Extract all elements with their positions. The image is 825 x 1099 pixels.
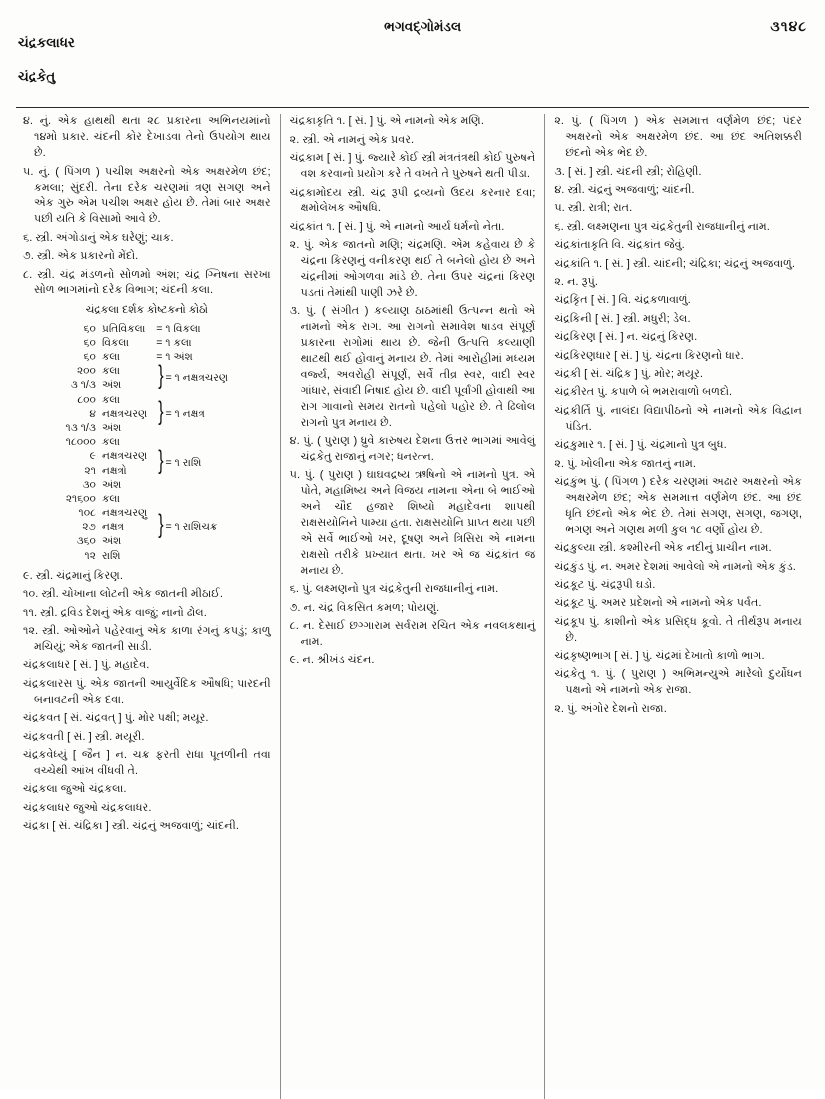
entry: ચંદ્રકુમાર ૧. [ સં. ] પું. ચંદ્રમાનો પુત્ર બુધ.	[554, 439, 727, 452]
entry: ચંદ્રકા [ સં. ચંદ્રિકા ] સ્ત્રી. ચંદ્રનું અજવાળું; ચાંદની.	[23, 820, 239, 833]
entry: ૭. ન. ચંદ્ર વિકસિત કમળ; પોયણું.	[289, 601, 440, 614]
measure-unit-a: કલા	[101, 492, 121, 505]
table-row	[63, 336, 232, 350]
measure-unit-a: કલા	[101, 393, 121, 406]
table-row	[63, 322, 232, 336]
entry: ચંદ્રકવત [ સં. ચંદ્રવત્ ] પું. મોર પક્ષી; મયૂર.	[23, 712, 209, 725]
entry: ૨. પું. ખોલીના એક જાતનું નામ.	[554, 457, 696, 470]
measure-eq-text: = ૧ રાશિચક્ર	[165, 521, 218, 534]
measure-eq-text: = ૧ નક્ષત્ર	[165, 407, 205, 420]
entry: ચંદ્રકૂટ પું. અમર પ્રદેશનો એ નામનો એક પર્વત.	[554, 597, 762, 610]
entry: ૧૦. સ્ત્રી. ચોખાના લોટની એક જાતની મીઠાઈ.	[23, 588, 223, 601]
measure-num-b: ૯	[89, 450, 96, 463]
header-title: ભગવદ્ગોમંડલ	[384, 19, 462, 34]
measure-unit-d: અંશ	[101, 535, 122, 548]
measure-num	[63, 364, 99, 392]
entry: ૨. પું. અંગોર દેશનો રાજા.	[554, 702, 667, 715]
entry: ૮. ન. દેસાઈ છગ્ગારામ સર્વરામ રચિત એક નવલકથાનું નામ.	[289, 620, 536, 648]
entry: ૬. સ્ત્રી. અંગોડાનું એક ઘરેણું; ચાક.	[23, 231, 174, 244]
measure-num: ૬૦	[83, 322, 96, 335]
entry: ૧૧. સ્ત્રી. દ્રવિડ દેશનું એક વાજું; નાનો ઢોલ.	[23, 606, 207, 619]
measure-eq: = ૧ કલા	[156, 336, 192, 349]
measure-unit-b: નક્ષત્રચરણુ	[101, 507, 148, 520]
entry: ચંદ્રકેતુ ૧. પું. ( પુરાણ ) અભિમન્યુએ મારેલો દુર્યોધન પક્ષનો એ નામનો એક રાજા.	[554, 668, 802, 697]
entry: ૨. સ્ત્રી. એ નામનું એક પ્રવર.	[289, 133, 415, 146]
entry: ચંદ્રકલારસ પું. એક જાતની આયુર્વેદિક ઔષધિ; પારદની બનાવટની એક દવા.	[23, 677, 271, 706]
entry: ચંદ્રકામ [ સં. ] પું. જ્યારે કોઈ સ્ત્રી મંત્રતંત્રથી કોઈ પુરુષને વશ કરવાનો પ્રયોગ કરે તે વખતે તે પુરુષને થતી પીડા.	[289, 152, 536, 181]
measure-num	[63, 435, 99, 492]
measure-num-a: ૧૮૦૦૦	[65, 436, 96, 449]
entry: ચંદ્રકૂપ પું. કાશીનો એક પ્રસિદ્ધ કૂવો. તે તીર્થરૂપ મનાય છે.	[554, 615, 802, 644]
measure-unit-e: રાશિ	[101, 549, 121, 562]
entry: ચંદ્રકાંતિ ૧. [ સં. ] સ્ત્રી. ચાંદની; ચંદ્રિકા; ચંદ્રનું અજવાળું.	[554, 257, 795, 270]
measure-unit-b: અંશ	[101, 379, 122, 392]
entry: ૯. સ્ત્રી. ચંદ્રમાનું કિરણ.	[23, 569, 123, 582]
page-number: ૩૧૪૮	[770, 18, 807, 34]
measure-unit: વિકલા	[101, 336, 130, 349]
measure-eq-text: = ૧ નક્ષત્રચરણ	[165, 372, 229, 385]
entry: ૫. સ્ત્રી. રાત્રી; રાત.	[554, 202, 633, 215]
entry: ચંદ્રકવેધ્યું [ જૈન ] ન. ચક્ર ફરતી રાધા પૂતળીની તવા વચ્ચેથી આંખ વીંધવી તે.	[23, 748, 271, 777]
measure-table-title: ચંદ્રકલા દર્શક કોષ્ટકનો કોઠો	[85, 304, 209, 317]
measure-unit-c: નક્ષત્રો	[101, 464, 127, 477]
entry: ૪. સ્ત્રી. ચંદ્રનું અજવાળું; ચાંદની.	[554, 184, 695, 196]
measure-unit-a: કલા	[101, 436, 121, 449]
entry: ચંદ્રકાંતાકૃતિ વિ. ચંદ્રકાંત જેવું.	[554, 239, 685, 252]
entry: ચંદ્રકલાધર જુઓ ચંદ્રકલાધર.	[23, 801, 152, 814]
entry: ૨. પું. ( પિંગળ ) એક સમમાત્ત વર્ણમેળ છંદ; પંદર અક્ષરનો એક અક્ષરમેળ છંદ. આ છંદ અતિશક્કરી છંદનો એક ભેદ છે.	[554, 115, 802, 160]
table-row	[63, 364, 232, 392]
measure-num	[63, 393, 99, 436]
measure-eq	[150, 364, 231, 392]
measure-num-c: ૧૩ ૧/૩	[65, 421, 96, 434]
measure-unit-a: કલા	[101, 365, 121, 378]
measure-eq	[150, 435, 231, 492]
measure-unit-b: નક્ષત્રચરણ	[101, 407, 148, 420]
entry: ૩. [ સં. ] સ્ત્રી. ચંદની સ્ત્રી; રોહિણી.	[554, 165, 702, 178]
measure-num-b: ૩ ૧/૩	[70, 379, 96, 392]
brace-glyph: }	[158, 363, 164, 391]
entry: ૯. ન. શ્રીખંડ ચંદન.	[289, 654, 375, 667]
measure-unit: કલા	[101, 351, 121, 364]
header-guideword-1: ચંદ્રકલાધર	[18, 34, 75, 50]
measure-unit	[99, 492, 150, 563]
brace-glyph: }	[158, 448, 164, 476]
measure-num: ૬૦	[83, 351, 96, 364]
entry: ૨. પું. એક જાતનો મણિ; ચંદ્રમણિ. એમ કહેવાય છે કે ચંદ્રના કિરણનું વનીકરણ થઈ તે બનેલો હોય છે અને ચંદ્રનીમાં ઓગળવા માંડે છે. તેના ઉપર ચંદ્રનાં કિરણ પડતાં તેમાંથી પાણી ઝરે છે.	[289, 239, 536, 299]
entry: ચંદ્રકિની [ સં. ] સ્ત્રી. મધુરી; ડેલ.	[554, 312, 691, 325]
measure-num-a: ૮૦૦	[77, 393, 96, 406]
entry: ૩. પું. ( સંગીત ) કલ્યાણ ઠાઠમાંથી ઉત્પન્ન થતો એ નામનો એક રાગ. આ રાગનો સમાવેશ ષાડવ સંપૂર્ણ પ્રકારના રાગોમાં થાય છે. જેની ઉત્પત્તિ કલ્યાણી થાટથી થઈ હોવાનું મનાય છે. તેમાં આરોહીમાં મધ્યમ વર્જ્ય, અવરોહી સંપૂર્ણ, સર્વે તીવ્ર સ્વર, વાદી સ્વર ગાંધાર, સંવાદી નિષાદ હોય છે. વાદી પૂર્વાંગી હોવાથી આ રાગ ગાવાનો સમય રાતનો પહેલો પહોર છે. તે ઢિલોલ રાગનો પુત્ર મનાય છે.	[289, 305, 536, 429]
entry: ચંદ્રકાંત ૧. [ સં. ] પું. એ નામનો આર્ય ધર્મનો નેતા.	[289, 220, 505, 233]
entry: ચંદ્રકુલ્યા સ્ત્રી. કશ્મીરની એક નદીનું પ્રાચીન નામ.	[554, 542, 772, 555]
entry: ૪. નું. એક હાથથી થતા ૨૮ પ્રકારના અભિનયમાંનો ૧૪મો પ્રકાર. ચંદની કોર દેખાડવા તેનો ઉપયોગ થાય છે.	[23, 115, 271, 160]
table-row	[63, 435, 232, 492]
brace-glyph: }	[158, 398, 164, 426]
measure-num-b: ૪	[89, 407, 96, 420]
measure-unit	[99, 435, 150, 492]
measure-unit: પ્રતિવિકલા	[101, 322, 146, 335]
entry: ચંદ્રકલા જુઓ ચંદ્રકલા.	[23, 783, 127, 796]
measure-num	[63, 492, 99, 563]
table-row	[63, 350, 232, 364]
measure-unit-d: અંશ	[101, 478, 122, 491]
measure-eq: = ૧ અંશ	[156, 351, 193, 364]
measure-unit-c: નક્ષત્ર	[101, 521, 125, 534]
measure-table-grid	[63, 322, 232, 563]
columns-container	[14, 114, 811, 1099]
measure-eq-text: = ૧ રાશિ	[165, 457, 202, 470]
measure-unit-c: અંશ	[101, 421, 122, 434]
measure-unit-b: નક્ષત્રચરણ	[101, 450, 148, 463]
entry: ૬. સ્ત્રી. લક્ષ્મણના પુત્ર ચંદ્રકેતુની રાજધાનીનું નામ.	[554, 220, 770, 233]
measure-num-a: ૨૧૬૦૦	[65, 492, 96, 505]
measure-num-c: ૨૭	[82, 521, 96, 534]
column-left	[14, 114, 280, 1099]
entry: ૬. પું. લક્ષ્મણનો પુત્ર ચંદ્રકેતુની રાજધાનીનું નામ.	[289, 583, 499, 596]
brace-glyph: }	[158, 512, 164, 540]
entry: ૧૨. સ્ત્રી. ઓઓને પહેરવાનું એક કાળા રંગનું કપડું; કાળુ મચિયું; એક જાતની સાડી.	[23, 625, 271, 653]
entry: ચંદ્રકામોદય સ્ત્રી. ચંદ્ર રૂપી દ્રવ્યનો ઉદય કરનાર દવા; ક્ષમોલેખક ઔષધિ.	[289, 186, 536, 215]
entry: ૫. નું. ( પિંગળ ) પચીશ અક્ષરનો એક અક્ષરમેળ છંદ; કમલા; સુંદરી. તેના દરેક ચરણમાં ત્રણ સગણ અને એક ગુરુ એમ પચીશ અક્ષર હોય છે. તેમાં બાર અક્ષર પછી યતિ કે વિસામો આવે છે.	[23, 165, 271, 226]
entry: ચંદ્રકવતી [ સં. ] સ્ત્રી. મયૂરી.	[23, 730, 145, 743]
measure-num: ૬૦	[83, 336, 96, 349]
entry: ૭. સ્ત્રી. એક પ્રકારનો મેંદો.	[23, 250, 139, 263]
entry: ચંદ્રકૂટ પું. ચંદ્રરૂપી ઘડો.	[554, 578, 656, 591]
entry: ચંદ્રકૃિત [ સં. ] વિ. ચંદ્રકળાવાળું.	[554, 294, 691, 307]
entry: ચંદ્રકિરણ [ સં. ] ન. ચંદ્રનું કિરણ.	[554, 331, 698, 344]
entry: ચંદ્રકાકૃતિ ૧. [ સં. ] પું. એ નામનો એક મણિ.	[289, 115, 484, 128]
entry: ૨. ન. રૂપું.	[554, 276, 598, 289]
entry: ૪. પું. ( પુરાણ ) ધ્રુવે કારુષય દેશના ઉત્તર ભાગમાં આવેલું ચંદ્રકેતુ રાજાનું નગર; ધનરત્ન.	[289, 435, 536, 463]
page-header	[14, 18, 811, 104]
measure-eq	[150, 492, 231, 563]
measure-num-b: ૧૦૮	[78, 507, 96, 520]
measure-eq	[150, 393, 231, 436]
measure-num-e: ૧૨	[84, 549, 96, 562]
entry: ૮. સ્ત્રી. ચંદ્ર મંડળનો સોળમો અંશ; ચંદ્ર ગ્નિષના સરખા સોળ ભાગમાંનો દરેક વિભાગ; ચંદની કલા.	[23, 268, 271, 297]
entry: ચંદ્રકુંભ પું. ( પિંગળ ) દરેક ચરણમાં અઢાર અક્ષરનો એક અક્ષરમેળ છંદ; એક સમમાત્ત વર્ણમેળ છંદ. આ છંદ ધૃતિ છંદનો એક ભેદ છે. તેમાં સગણ, સગણ, જગણ, ભગણ અને ગણથ મળી કુલ ૧૮ વર્ણો હોય છે.	[554, 476, 802, 536]
header-divider	[16, 107, 809, 108]
measure-num-d: ૩૬૦	[76, 535, 96, 548]
header-left-guideword	[18, 18, 75, 102]
table-row	[63, 393, 232, 436]
column-right	[545, 114, 811, 1099]
measure-unit	[99, 393, 150, 436]
entry: ચંદ્રકૃષ્ણભાગ [ સં. ] પું. ચંદ્રમાં દેખાતો કાળો ભાગ.	[554, 650, 765, 663]
measure-eq: = ૧ વિકલા	[156, 322, 201, 335]
column-middle	[280, 114, 546, 1099]
entry: ૫. પું. ( પુરાણ ) ઘાઘવદ્રષ્ય ઋષિનો એ નામનો પુત્ર. એ પોતે, મહામિષ્ય અને વિજય નામના એના બે ભાઈઓ અને ચૌદ હજાર શિષ્યો મહાદેવના શાપથી રાક્ષસયોનિને પામ્યા હતા. રાક્ષસયોનિ પ્રાપ્ત થયા પછી એ સર્વે ભાઈઓ ખર, દૂષણ અને ત્રિસિરા એ નામના રાક્ષસો તરીકે પ્રખ્યાત થતા. ખર એ જ ચંદ્રકાંત જ મનાય છે.	[289, 469, 536, 577]
entry: ચંદ્રકીર્તિ પું. નાલંદા વિદ્યાપીઠનો એ નામનો એક વિદ્વાન પંડિત.	[554, 404, 802, 433]
entry: ચંદ્રકી [ સં. ચંદ્રિક ] પું. મોર; મયૂર.	[554, 368, 704, 381]
measure-table	[23, 303, 271, 563]
header-guideword-2: ચંદ્રકેતુ	[18, 68, 56, 84]
entry: ચંદ્રકિરણધાર [ સં. ] પું. ચંદ્રના કિરણનો ધાર.	[554, 349, 744, 362]
measure-num-d: ૩૦	[82, 478, 96, 491]
measure-num-c: ૨૧	[84, 464, 96, 477]
measure-unit	[99, 364, 150, 392]
entry: ચંદ્રકલાધર [ સં. ] પું. મહાદેવ.	[23, 659, 150, 672]
measure-num-a: ૨૦૦	[76, 365, 96, 378]
entry: ચંદ્રકુંડ પું. ન. અમર દેશમાં આવેલો એ નામનો એક કુંડ.	[554, 560, 796, 573]
entry: ચંદ્રકીરત પું. કપાળે બે ભમરાવાળો બળદો.	[554, 386, 733, 399]
table-row	[63, 492, 232, 563]
